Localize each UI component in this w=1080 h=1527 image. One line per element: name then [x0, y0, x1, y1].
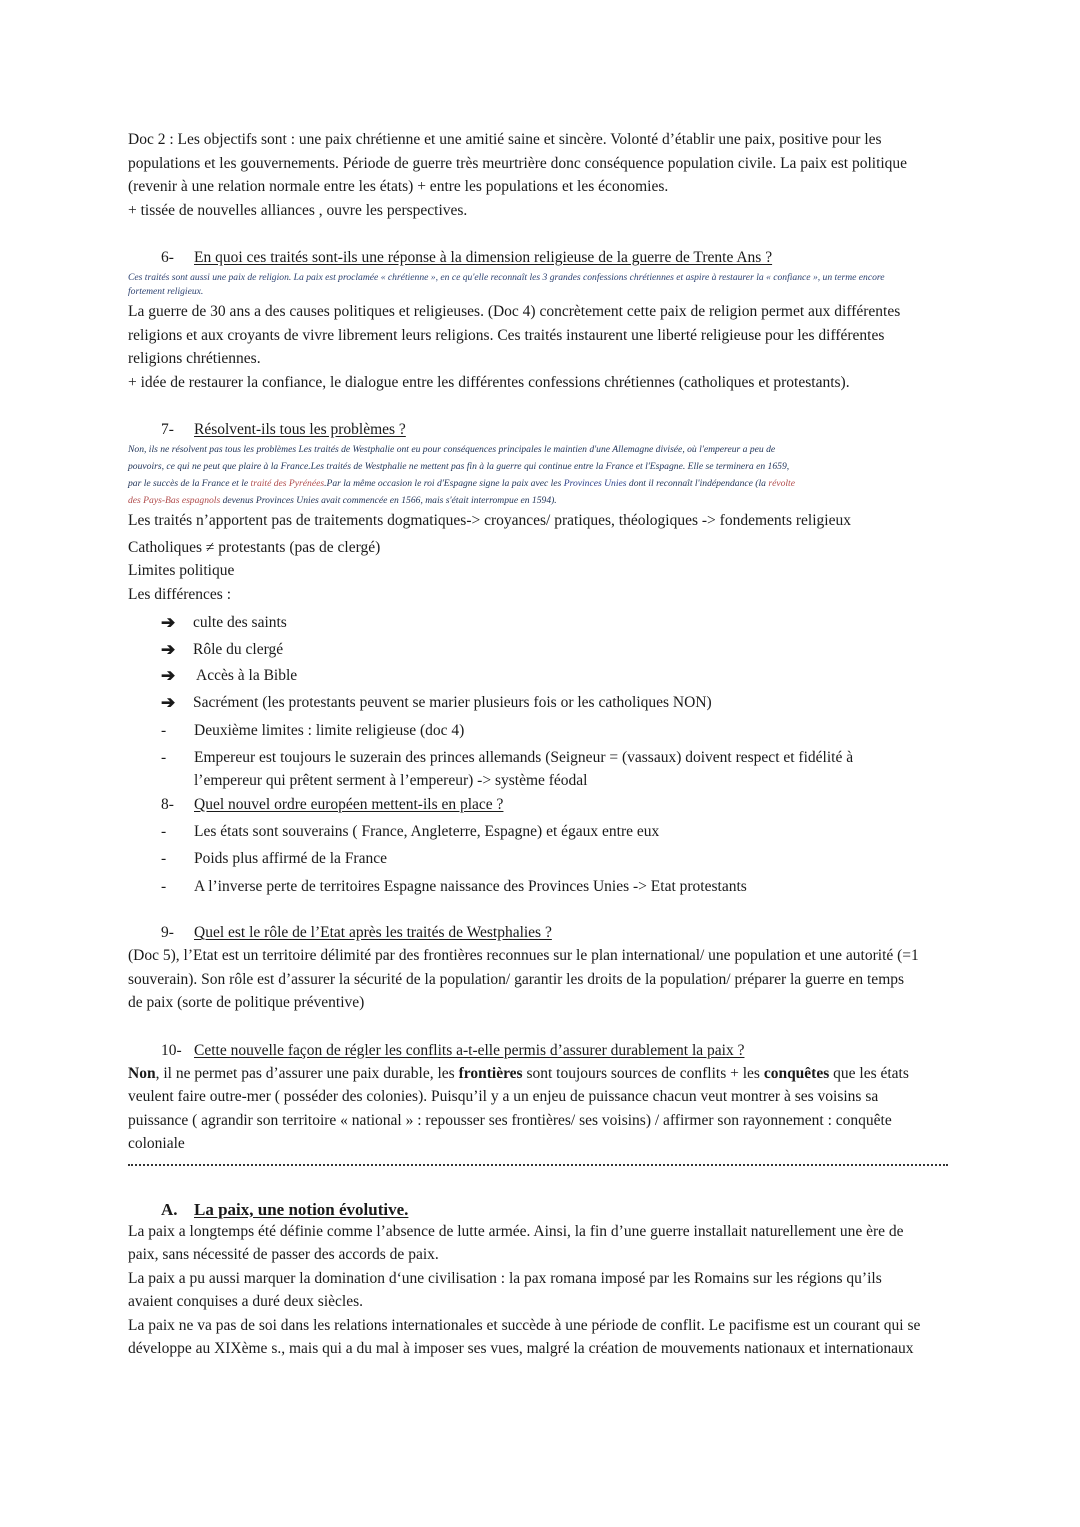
note-line: Non, ils ne résolvent pas tous les problèmes Les traités de Westphalie ont eu pour conséquences principales le maintien d'une Allemagne divisée, où l'empereur a peu de	[128, 444, 776, 455]
text-line: veulent faire outre-mer ( posséder des colonies). Puisqu’il y a un enjeu de puissance chacun veut montrer à ses voisins sa	[128, 1088, 879, 1105]
question-title: Cette nouvelle façon de régler les conflits a-t-elle permis d’assurer durablement la paix ?	[194, 1041, 745, 1059]
note-text: .Par la même occasion le roi d'Espagne signe la paix avec les	[324, 478, 564, 489]
text-line: La paix ne va pas de soi dans les relations internationales et succède à une période de conflit. Le pacifisme est un courant qui se	[128, 1316, 921, 1334]
section-title: La paix, une notion évolutive.	[194, 1199, 409, 1219]
list-item-text: A l’inverse perte de territoires Espagne naissance des Provinces Unies -> Etat protestants	[194, 877, 747, 895]
note-line: fortement religieux.	[128, 286, 204, 297]
section-a	[128, 1200, 952, 1361]
note-text: devenus Provinces Unies avait commencée en 1566, mais s'était interrompue en 1594).	[220, 495, 557, 506]
question-title: Quel nouvel ordre européen mettent-ils en place ?	[194, 795, 504, 813]
list-item	[161, 637, 952, 664]
dash-bullet: -	[161, 850, 167, 867]
list-item-text: culte des saints	[193, 614, 287, 632]
bold-text: Non	[128, 1064, 156, 1082]
question-number: 7-	[161, 421, 174, 438]
question-title: En quoi ces traités sont-ils une réponse à la dimension religieuse de la guerre de Trente Ans ?	[194, 249, 773, 266]
list-item-text: Les états sont souverains ( France, Angleterre, Espagne) et égaux entre eux	[194, 822, 660, 840]
note-line	[128, 475, 952, 492]
section-heading	[128, 1200, 952, 1220]
arrow-right-icon: ➔	[161, 639, 176, 659]
list-item-text: Accès à la Bible	[193, 667, 298, 685]
arrow-right-icon: ➔	[161, 613, 176, 633]
text-line: (Doc 5), l’Etat est un territoire délimité par des frontières reconnues sur le plan international/ une population et une autorité (=1	[128, 947, 919, 964]
note-line	[128, 492, 952, 509]
link-pays-bas[interactable]: des Pays-Bas espagnols	[128, 495, 221, 506]
list-item	[128, 875, 952, 899]
text-part: sont toujours sources de conflits + les	[522, 1064, 764, 1082]
text-line: + tissée de nouvelles alliances , ouvre les perspectives.	[128, 201, 468, 219]
text-line: de paix (sorte de politique préventive)	[128, 994, 365, 1011]
bold-text: conquêtes	[763, 1064, 830, 1082]
text-line: puissance ( agrandir son territoire « national » : repousser ses frontières/ ses voisins) / affirmer son rayonnement : conquête	[128, 1111, 892, 1129]
question-heading	[128, 1039, 952, 1062]
link-provinces-unies[interactable]: Provinces Unies	[563, 478, 627, 489]
document-page	[128, 128, 952, 1361]
note-line: pouvoirs, ce qui ne peut que plaire à la France.Les traités de Westphalie ne mettent pas fin à la guerre qui continue entre la France et l'Espagne. Elle se terminera en 1659,	[128, 461, 790, 472]
question-number: 10-	[161, 1041, 182, 1059]
text-line: populations et les gouvernements. Période de guerre très meurtrière donc conséquence population civile. La paix est politique	[128, 154, 908, 172]
question-8	[128, 793, 952, 899]
text-line: La paix a pu aussi marquer la domination d‘une civilisation : la pax romana imposé par les Romains sur les régions qu’ils	[128, 1269, 882, 1287]
question-heading	[128, 921, 952, 944]
question-title: Quel est le rôle de l’Etat après les traités de Westphalies ?	[194, 924, 552, 941]
text-line: religions chrétiennes.	[128, 350, 261, 367]
text-line: La guerre de 30 ans a des causes politiques et religieuses. (Doc 4) concrètement cette paix de religion permet aux différentes	[128, 303, 901, 320]
text-part: que les états	[829, 1064, 909, 1082]
note-text: par le succès de la France et le	[128, 478, 251, 489]
question-title: Résolvent-ils tous les problèmes ?	[194, 421, 406, 438]
list-item	[161, 690, 952, 717]
text-line: paix, sans nécessité de passer des accords de paix.	[128, 1246, 439, 1263]
text-line: Les traités n’apportent pas de traitements dogmatiques-> croyances/ pratiques, théologiques -> fondements religieux	[128, 512, 851, 529]
text-line: souverain). Son rôle est d’assurer la sécurité de la population/ garantir les droits de la population/ préparer la guerre en temps	[128, 970, 905, 988]
list-item-text: Poids plus affirmé de la France	[194, 850, 387, 867]
question-7	[128, 418, 952, 793]
list-item	[128, 719, 952, 743]
question-10	[128, 1039, 952, 1166]
bold-text: frontières	[458, 1064, 523, 1082]
text-line: développe au XIXème s., mais qui a du mal à imposer ses vues, malgré la création de mouvements nationaux et internationaux	[128, 1340, 914, 1357]
question-number: 8-	[161, 795, 174, 813]
question-9	[128, 921, 952, 1015]
question-number: 6-	[161, 249, 174, 266]
list-item	[128, 847, 952, 871]
dash-bullet: -	[161, 877, 167, 895]
text-part: l’empereur qui prêtent serment à l’empereur) -> système féodal	[194, 772, 588, 789]
text-line: coloniale	[128, 1135, 185, 1152]
text-line: + idée de restaurer la confiance, le dialogue entre les différentes confessions chrétiennes (catholiques et protestants).	[128, 373, 850, 391]
dash-bullet: -	[161, 822, 167, 840]
link-traite-pyrenees[interactable]: traité des Pyrénées	[250, 478, 325, 489]
text-line	[128, 1062, 952, 1086]
doc2-paragraph	[128, 128, 952, 222]
text-line: Catholiques ≠ protestants (pas de clergé)	[128, 538, 381, 556]
section-letter: A.	[161, 1199, 178, 1219]
list-item	[128, 746, 952, 793]
arrow-right-icon: ➔	[161, 692, 176, 712]
text-line: Doc 2 : Les objectifs sont : une paix chrétienne et une amitié saine et sincère. Volonté d’établir une paix, positive pour les	[128, 131, 882, 148]
list-item-text: Sacrément (les protestants peuvent se marier plusieurs fois or les catholiques NON)	[193, 693, 712, 711]
list-item-text: Deuxième limites : limite religieuse (doc 4)	[194, 722, 465, 739]
list-item	[161, 610, 952, 637]
dash-bullet: -	[161, 722, 167, 739]
question-6	[128, 246, 952, 394]
text-part: Empereur est toujours le suzerain des princes allemands (Seigneur = (vassaux) doivent respect et fidélité à	[194, 748, 854, 766]
list-item	[128, 820, 952, 844]
dash-bullet: -	[161, 748, 167, 766]
list-item-text	[194, 746, 952, 793]
list-item	[161, 663, 952, 690]
question-heading	[128, 246, 952, 269]
text-line: avaient conquises a duré deux siècles.	[128, 1293, 363, 1310]
question-heading	[128, 418, 952, 441]
text-line: La paix a longtemps été définie comme l’absence de lutte armée. Ainsi, la fin d’une guerre installait naturellement une ère de	[128, 1222, 904, 1240]
list-item-text: Rôle du clergé	[193, 640, 284, 658]
text-line: religions et aux croyants de vivre librement leurs religions. Ces traités instaurent une liberté religieuse pour les différentes	[128, 326, 885, 344]
note-line: Ces traités sont aussi une paix de religion. La paix est proclamée « chrétienne », en ce qu'elle reconnaît les 3 grandes confessions chrétiennes et aspire à restaurer la « confiance », un terme encore	[128, 272, 885, 283]
dotted-divider	[128, 1164, 948, 1166]
arrow-list	[128, 610, 952, 716]
text-line: (revenir à une relation normale entre les états) + entre les populations et les économies.	[128, 178, 669, 195]
text-line: Limites politique	[128, 562, 235, 579]
arrow-right-icon: ➔	[161, 666, 176, 686]
question-number: 9-	[161, 924, 174, 941]
text-line: Les différences :	[128, 585, 231, 603]
link-revolte[interactable]: révolte	[768, 478, 795, 489]
question-heading	[128, 793, 952, 816]
note-text: dont il reconnaît l'indépendance (la	[626, 478, 769, 489]
text-part: , il ne permet pas d’assurer une paix durable, les	[155, 1064, 459, 1082]
